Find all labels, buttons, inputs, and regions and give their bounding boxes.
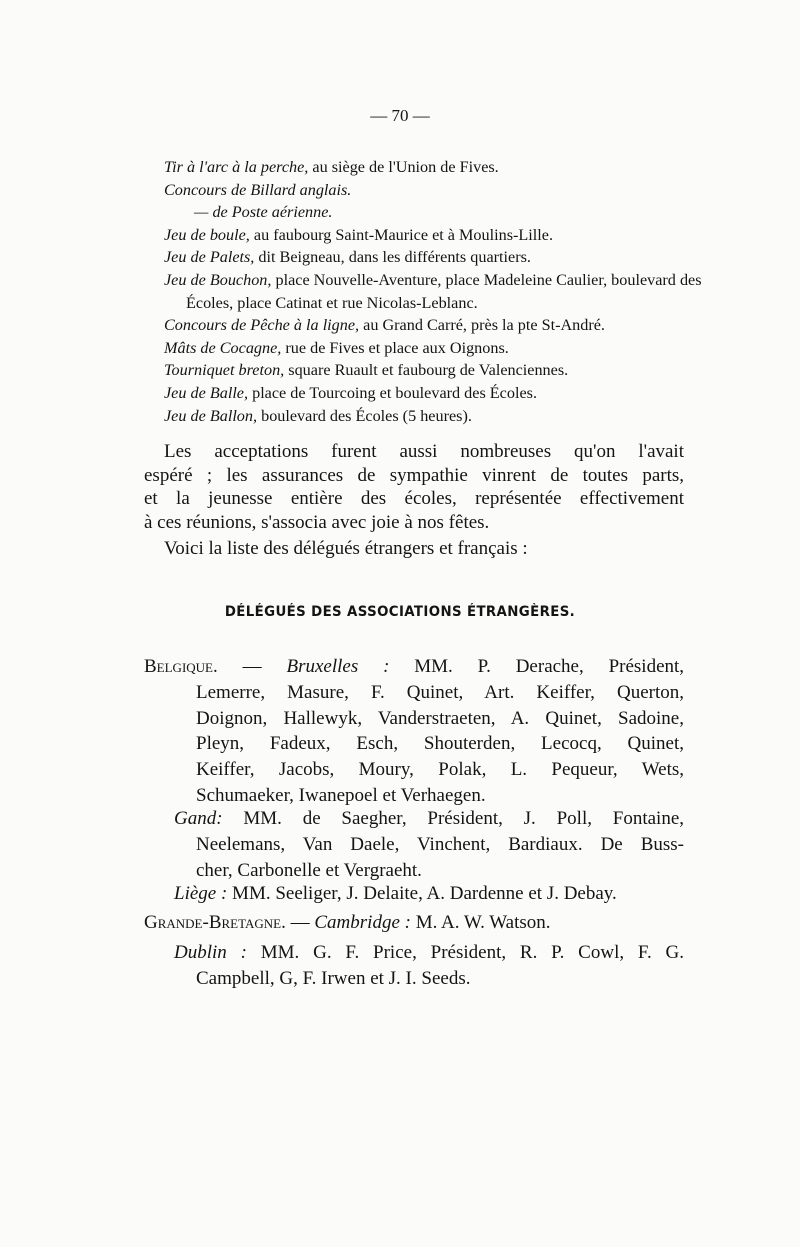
delegates-belgique xyxy=(144,654,684,809)
games-list xyxy=(164,156,704,427)
list-item: Jeu de Ballon, boulevard des Écoles (5 heures). xyxy=(164,406,472,425)
page-number: — 70 — xyxy=(370,106,430,125)
text-line: Liège : MM. Seeliger, J. Delaite, A. Dardenne et J. Debay. xyxy=(174,883,617,904)
text-line: Lemerre, Masure, F. Quinet, Art. Keiffer, Querton, xyxy=(196,681,684,703)
text-line: Campbell, G, F. Irwen et J. I. Seeds. xyxy=(196,967,471,989)
text-line: Schumaeker, Iwanepoel et Verhaegen. xyxy=(196,784,486,806)
delegates-grande-bretagne xyxy=(144,910,684,936)
text-line: Keiffer, Jacobs, Moury, Polak, L. Pequeur, Wets, xyxy=(196,759,684,781)
text-line: Grande-Bretagne. — Cambridge : M. A. W. Watson. xyxy=(144,912,551,933)
delegates-liege xyxy=(144,881,684,907)
country-name: Grande-Bretagne. xyxy=(144,912,286,933)
paragraph-liste: Voici la liste des délégués étrangers et français : xyxy=(164,538,528,559)
list-item: Mâts de Cocagne, rue de Fives et place aux Oignons. xyxy=(164,338,509,357)
delegates-gand xyxy=(144,806,684,883)
text-line: Pleyn, Fadeux, Esch, Shouterden, Lecocq, Quinet, xyxy=(196,733,684,755)
text-line: espéré ; les assurances de sympathie vinrent de toutes parts, xyxy=(144,464,684,486)
section-heading: DÉLÉGUÉS DES ASSOCIATIONS ÉTRANGÈRES. xyxy=(224,604,576,620)
text-line: cher, Carbonelle et Vergraeht. xyxy=(196,859,422,881)
list-item: Concours de Billard anglais. xyxy=(164,180,352,199)
list-item: Tir à l'arc à la perche, au siège de l'Union de Fives. xyxy=(164,158,499,176)
city-name: Gand: xyxy=(174,808,223,829)
list-item: Jeu de Palets, dit Beigneau, dans les différents quartiers. xyxy=(164,248,531,267)
list-item: Jeu de Bouchon, place Nouvelle-Aventure, place Madeleine Caulier, boulevard des Écoles, place Catinat et rue Nicolas-Leblanc. xyxy=(164,270,702,312)
country-name: Belgique. xyxy=(144,656,218,677)
text-line: Doignon, Hallewyk, Vanderstraeten, A. Quinet, Sadoine, xyxy=(196,707,684,729)
list-item: Tourniquet breton, square Ruault et faubourg de Valenciennes. xyxy=(164,361,569,380)
text-line: Neelemans, Van Daele, Vinchent, Bardiaux. De Buss- xyxy=(196,833,684,855)
delegates-dublin xyxy=(144,940,684,992)
text-line: Belgique. — Bruxelles : MM. P. Derache, Président, xyxy=(144,656,685,677)
text-line: et la jeunesse entière des écoles, représentée effectivement xyxy=(144,488,684,509)
text-line: Les acceptations furent aussi nombreuses qu'on l'avait xyxy=(164,441,684,462)
city-name: Liège : xyxy=(174,883,228,904)
list-item: Jeu de Balle, place de Tourcoing et boulevard des Écoles. xyxy=(164,383,537,402)
text-line: Dublin : MM. G. F. Price, Président, R. P. Cowl, F. G. xyxy=(174,942,685,963)
list-item: — de Poste aérienne. xyxy=(194,203,333,222)
text-line: à ces réunions, s'associa avec joie à nos fêtes. xyxy=(144,511,490,533)
text-line: Gand: MM. de Saegher, Président, J. Poll, Fontaine, xyxy=(174,808,685,829)
city-name: Bruxelles : xyxy=(286,656,390,677)
paragraph-acceptations xyxy=(144,440,684,534)
city-name: Cambridge : xyxy=(314,912,411,933)
list-item: Jeu de boule, au faubourg Saint-Maurice et à Moulins-Lille. xyxy=(164,225,553,244)
list-item: Concours de Pêche à la ligne, au Grand Carré, près la pte St-André. xyxy=(164,316,605,335)
city-name: Dublin : xyxy=(174,942,247,963)
